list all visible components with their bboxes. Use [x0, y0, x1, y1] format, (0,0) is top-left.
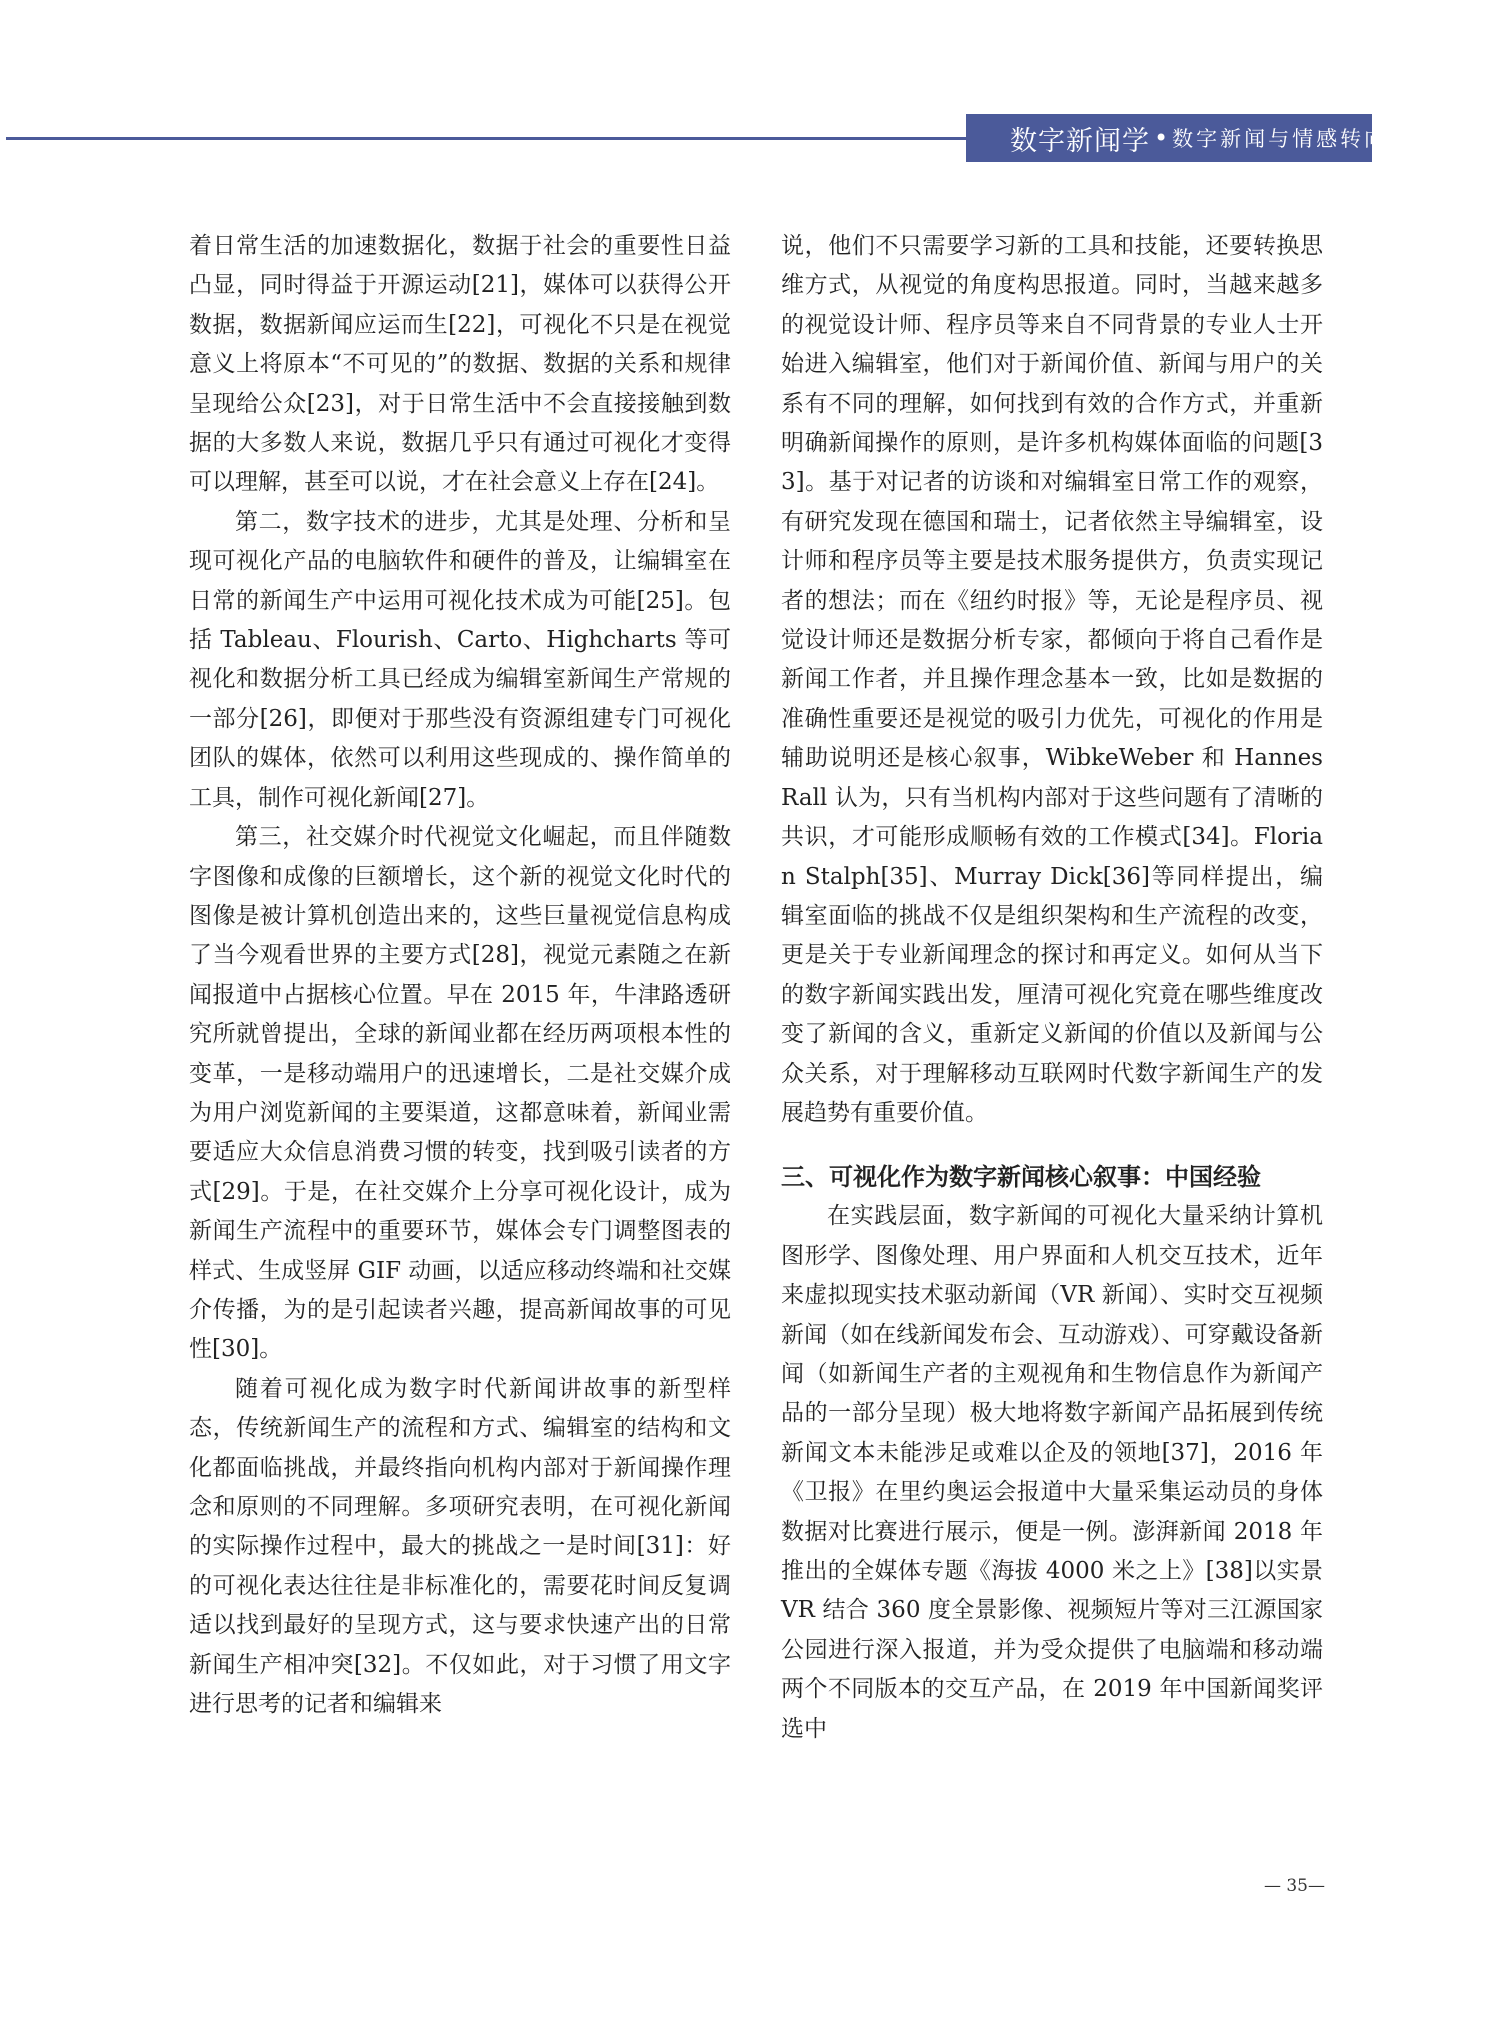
left-paragraph-1: 着日常生活的加速数据化，数据于社会的重要性日益凸显，同时得益于开源运动[21]，媒体可以获得公开数据，数据新闻应运而生[22]，可视化不只是在视觉意义上将原本“不可见的”的数据、数据的关系和规律呈现给公众[23]，对于日常生活中不会直接接触到数据的大多数人来说，数据几乎只有通过可视化才变得可以理解，甚至可以说，才在社会意义上存在[24]。: [189, 233, 731, 496]
header-separator: •: [1154, 124, 1169, 152]
journal-section-subtitle: 数字新闻与情感转向: [1172, 127, 1389, 151]
header-rule: [6, 137, 966, 140]
right-column: [781, 227, 1323, 1749]
page-number: — 35—: [1263, 1876, 1325, 1896]
left-paragraph-3: 第三，社交媒介时代视觉文化崛起，而且伴随数字图像和成像的巨额增长，这个新的视觉文化时代的图像是被计算机创造出来的，这些巨量视觉信息构成了当今观看世界的主要方式[28]，视觉元素随之在新闻报道中占据核心位置。早在 2015 年，牛津路透研究所就曾提出，全球的新闻业都在经历两项根本性的变革，一是移动端用户的迅速增长，二是社交媒介成为用户浏览新闻的主要渠道，这都意味着，新闻业需要适应大众信息消费习惯的转变，找到吸引读者的方式[29]。于是，在社交媒介上分享可视化设计，成为新闻生产流程中的重要环节，媒体会专门调整图表的样式、生成竖屏 GIF 动画，以适应移动终端和社交媒介传播，为的是引起读者兴趣，提高新闻故事的可见性[30]。: [189, 824, 731, 1363]
left-paragraph-4: 随着可视化成为数字时代新闻讲故事的新型样态，传统新闻生产的流程和方式、编辑室的结构和文化都面临挑战，并最终指向机构内部对于新闻操作理念和原则的不同理解。多项研究表明，在可视化新闻的实际操作过程中，最大的挑战之一是时间[31]：好的可视化表达往往是非标准化的，需要花时间反复调适以找到最好的呈现方式，这与要求快速产出的日常新闻生产相冲突[32]。不仅如此，对于习惯了用文字进行思考的记者和编辑来: [189, 1375, 731, 1718]
left-column: [189, 227, 731, 1724]
left-paragraph-2: 第二，数字技术的进步，尤其是处理、分析和呈现可视化产品的电脑软件和硬件的普及，让编辑室在日常的新闻生产中运用可视化技术成为可能[25]。包括 Tableau、Flourish、Carto、Highcharts 等可视化和数据分析工具已经成为编辑室新闻生产常规的一部分[26]，即便对于那些没有资源组建专门可视化团队的媒体，依然可以利用这些现成的、操作简单的工具，制作可视化新闻[27]。: [189, 508, 731, 811]
journal-header-tab: [966, 114, 1389, 162]
section-heading: 三、可视化作为数字新闻核心叙事：中国经验: [781, 1163, 1261, 1192]
right-paragraph-1: 说，他们不只需要学习新的工具和技能，还要转换思维方式，从视觉的角度构思报道。同时，当越来越多的视觉设计师、程序员等来自不同背景的专业人士开始进入编辑室，他们对于新闻价值、新闻与用户的关系有不同的理解，如何找到有效的合作方式，并重新明确新闻操作的原则，是许多机构媒体面临的问题[33]。基于对记者的访谈和对编辑室日常工作的观察，有研究发现在德国和瑞士，记者依然主导编辑室，设计师和程序员等主要是技术服务提供方，负责实现记者的想法；而在《纽约时报》等，无论是程序员、视觉设计师还是数据分析专家，都倾向于将自己看作是新闻工作者，并且操作理念基本一致，比如是数据的准确性重要还是视觉的吸引力优先，可视化的作用是辅助说明还是核心叙事，WibkeWeber 和 Hannes Rall 认为，只有当机构内部对于这些问题有了清晰的共识，才可能形成顺畅有效的工作模式[34]。Florian Stalph[35]、Murray Dick[36]等同样提出，编辑室面临的挑战不仅是组织架构和生产流程的改变，更是关于专业新闻理念的探讨和再定义。如何从当下的数字新闻实践出发，厘清可视化究竟在哪些维度改变了新闻的含义，重新定义新闻的价值以及新闻与公众关系，对于理解移动互联网时代数字新闻生产的发展趋势有重要价值。: [781, 233, 1323, 1126]
right-paragraph-2: 在实践层面，数字新闻的可视化大量采纳计算机图形学、图像处理、用户界面和人机交互技术，近年来虚拟现实技术驱动新闻（VR 新闻）、实时交互视频新闻（如在线新闻发布会、互动游戏）、可穿戴设备新闻（如新闻生产者的主观视角和生物信息作为新闻产品的一部分呈现）极大地将数字新闻产品拓展到传统新闻文本未能涉足或难以企及的领地[37]，2016 年《卫报》在里约奥运会报道中大量采集运动员的身体数据对比赛进行展示，便是一例。澎湃新闻 2018 年推出的全媒体专题《海拔 4000 米之上》[38]以实景 VR 结合 360 度全景影像、视频短片等对三江源国家公园进行深入报道，并为受众提供了电脑端和移动端两个不同版本的交互产品，在 2019 年中国新闻奖评选中: [781, 1203, 1323, 1742]
journal-brand: 数字新闻学: [1010, 125, 1150, 157]
